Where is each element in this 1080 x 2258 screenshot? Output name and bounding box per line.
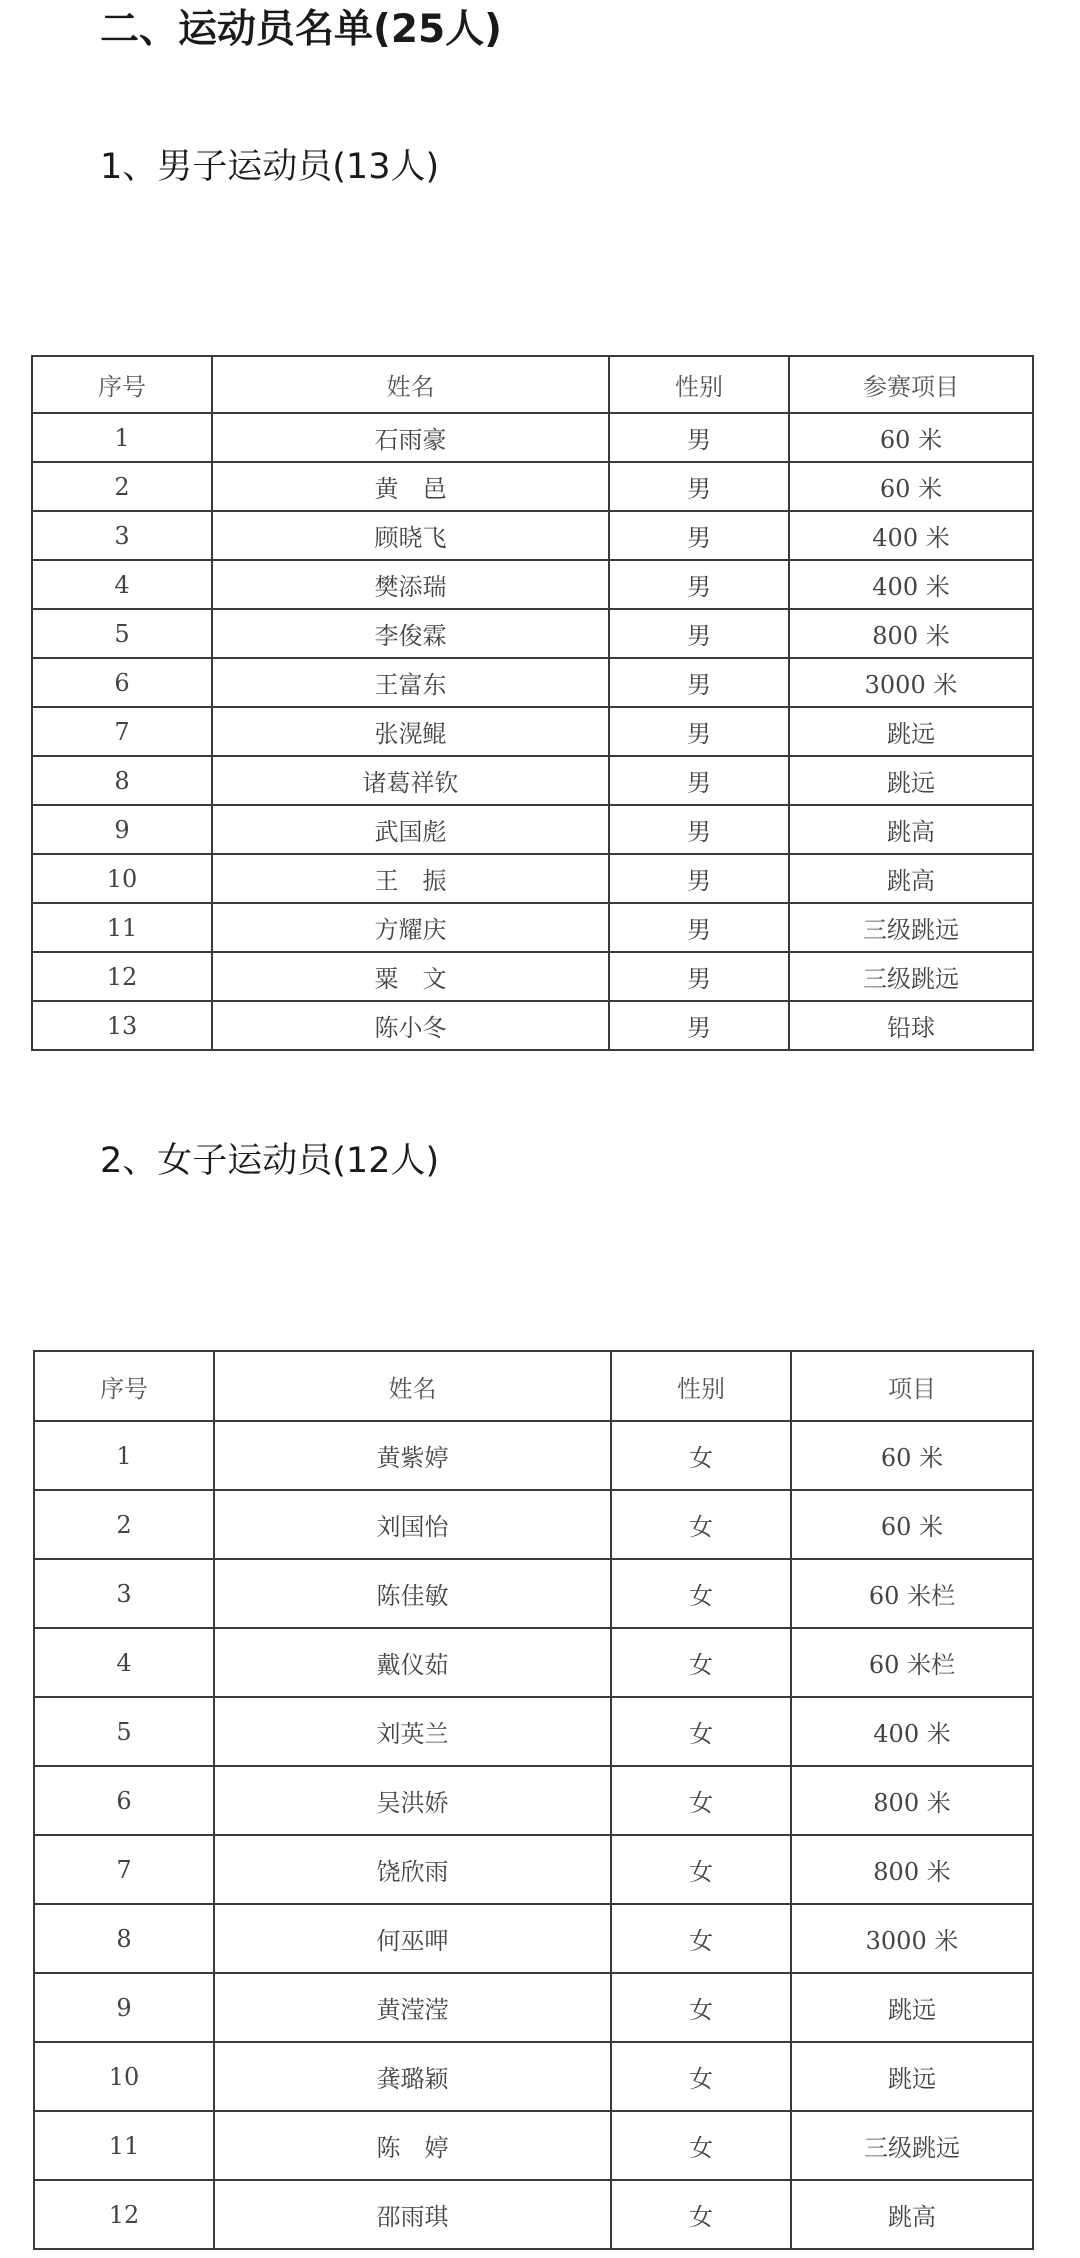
cell-event: 400 米 [789,560,1033,609]
cell-name: 吴洪娇 [214,1766,611,1835]
cell-event: 800 米 [789,609,1033,658]
cell-event: 3000 米 [789,658,1033,707]
cell-event: 800 米 [791,1835,1033,1904]
men-section-title: 1、男子运动员(13人) [100,147,440,187]
table-row [34,1835,1033,1904]
table-row [34,1490,1033,1559]
page-title: 二、运动员名单(25人) [100,7,502,52]
cell-gender: 男 [609,560,789,609]
cell-event: 跳远 [791,1973,1033,2042]
cell-index: 8 [34,1904,214,1973]
table-row [34,1628,1033,1697]
table-row [34,1559,1033,1628]
cell-index: 13 [32,1001,212,1050]
cell-gender: 男 [609,462,789,511]
cell-index: 12 [32,952,212,1001]
cell-event: 铅球 [789,1001,1033,1050]
cell-name: 黄滢滢 [214,1973,611,2042]
cell-gender: 男 [609,952,789,1001]
table-row [34,1904,1033,1973]
table-row [34,1766,1033,1835]
table-row [32,560,1033,609]
cell-gender: 男 [609,511,789,560]
table-row [32,609,1033,658]
cell-index: 10 [34,2042,214,2111]
cell-name: 粟 文 [212,952,609,1001]
table-row [32,805,1033,854]
women-roster-table [33,1350,1034,2250]
cell-index: 7 [32,707,212,756]
cell-index: 4 [34,1628,214,1697]
cell-gender: 女 [611,1421,791,1490]
table-row [32,903,1033,952]
table-header-row [32,356,1033,413]
cell-gender: 男 [609,1001,789,1050]
cell-gender: 男 [609,707,789,756]
table-row [32,511,1033,560]
cell-gender: 女 [611,1766,791,1835]
table-row [32,462,1033,511]
women-section-title: 2、女子运动员(12人) [100,1141,440,1181]
cell-event: 跳远 [789,756,1033,805]
cell-event: 三级跳远 [789,952,1033,1001]
cell-index: 11 [34,2111,214,2180]
cell-gender: 男 [609,413,789,462]
cell-gender: 女 [611,1973,791,2042]
cell-gender: 女 [611,1697,791,1766]
table-row [34,2111,1033,2180]
table-row [34,1697,1033,1766]
cell-gender: 男 [609,609,789,658]
cell-index: 2 [34,1490,214,1559]
cell-name: 陈 婷 [214,2111,611,2180]
cell-index: 4 [32,560,212,609]
cell-name: 何巫呷 [214,1904,611,1973]
cell-gender: 男 [609,903,789,952]
cell-name: 方耀庆 [212,903,609,952]
cell-index: 6 [34,1766,214,1835]
table-row [32,1001,1033,1050]
cell-event: 跳远 [791,2042,1033,2111]
cell-index: 7 [34,1835,214,1904]
column-header-index: 序号 [34,1351,214,1421]
cell-name: 陈小冬 [212,1001,609,1050]
cell-index: 1 [34,1421,214,1490]
table-row [32,658,1033,707]
column-header-index: 序号 [32,356,212,413]
cell-event: 60 米栏 [791,1559,1033,1628]
cell-index: 2 [32,462,212,511]
table-row [32,707,1033,756]
column-header-name: 姓名 [212,356,609,413]
table-row [32,952,1033,1001]
cell-event: 60 米栏 [791,1628,1033,1697]
cell-event: 3000 米 [791,1904,1033,1973]
cell-name: 李俊霖 [212,609,609,658]
cell-index: 3 [32,511,212,560]
cell-index: 1 [32,413,212,462]
cell-index: 9 [32,805,212,854]
cell-index: 10 [32,854,212,903]
cell-index: 5 [32,609,212,658]
cell-event: 60 米 [791,1490,1033,1559]
cell-gender: 男 [609,854,789,903]
cell-name: 饶欣雨 [214,1835,611,1904]
cell-event: 跳远 [789,707,1033,756]
table-row [32,854,1033,903]
cell-gender: 男 [609,756,789,805]
cell-gender: 女 [611,1628,791,1697]
cell-name: 戴仪茹 [214,1628,611,1697]
cell-gender: 男 [609,805,789,854]
cell-event: 跳高 [789,854,1033,903]
cell-index: 8 [32,756,212,805]
cell-name: 武国彪 [212,805,609,854]
cell-event: 400 米 [789,511,1033,560]
cell-gender: 男 [609,658,789,707]
cell-gender: 女 [611,2042,791,2111]
cell-event: 60 米 [791,1421,1033,1490]
cell-name: 黄 邑 [212,462,609,511]
cell-event: 跳高 [789,805,1033,854]
cell-name: 王 振 [212,854,609,903]
cell-name: 邵雨琪 [214,2180,611,2249]
column-header-name: 姓名 [214,1351,611,1421]
cell-name: 张滉鲲 [212,707,609,756]
men-roster-table [31,355,1034,1051]
cell-name: 刘国怡 [214,1490,611,1559]
table-row [34,1973,1033,2042]
cell-index: 3 [34,1559,214,1628]
table-row [32,756,1033,805]
cell-event: 三级跳远 [791,2111,1033,2180]
cell-index: 11 [32,903,212,952]
cell-index: 9 [34,1973,214,2042]
cell-name: 黄紫婷 [214,1421,611,1490]
cell-event: 800 米 [791,1766,1033,1835]
cell-event: 跳高 [791,2180,1033,2249]
cell-event: 三级跳远 [789,903,1033,952]
cell-event: 400 米 [791,1697,1033,1766]
cell-name: 诸葛祥钦 [212,756,609,805]
cell-gender: 女 [611,2111,791,2180]
cell-name: 樊添瑞 [212,560,609,609]
cell-name: 顾晓飞 [212,511,609,560]
table-row [34,2180,1033,2249]
cell-name: 石雨豪 [212,413,609,462]
table-row [34,2042,1033,2111]
cell-gender: 女 [611,2180,791,2249]
cell-name: 陈佳敏 [214,1559,611,1628]
column-header-gender: 性别 [609,356,789,413]
cell-name: 王富东 [212,658,609,707]
column-header-event: 项目 [791,1351,1033,1421]
cell-event: 60 米 [789,462,1033,511]
cell-gender: 女 [611,1490,791,1559]
cell-name: 龚璐颖 [214,2042,611,2111]
cell-gender: 女 [611,1835,791,1904]
cell-index: 6 [32,658,212,707]
cell-gender: 女 [611,1559,791,1628]
table-row [34,1421,1033,1490]
cell-index: 12 [34,2180,214,2249]
table-header-row [34,1351,1033,1421]
column-header-event: 参赛项目 [789,356,1033,413]
column-header-gender: 性别 [611,1351,791,1421]
cell-event: 60 米 [789,413,1033,462]
table-row [32,413,1033,462]
cell-name: 刘英兰 [214,1697,611,1766]
cell-index: 5 [34,1697,214,1766]
cell-gender: 女 [611,1904,791,1973]
